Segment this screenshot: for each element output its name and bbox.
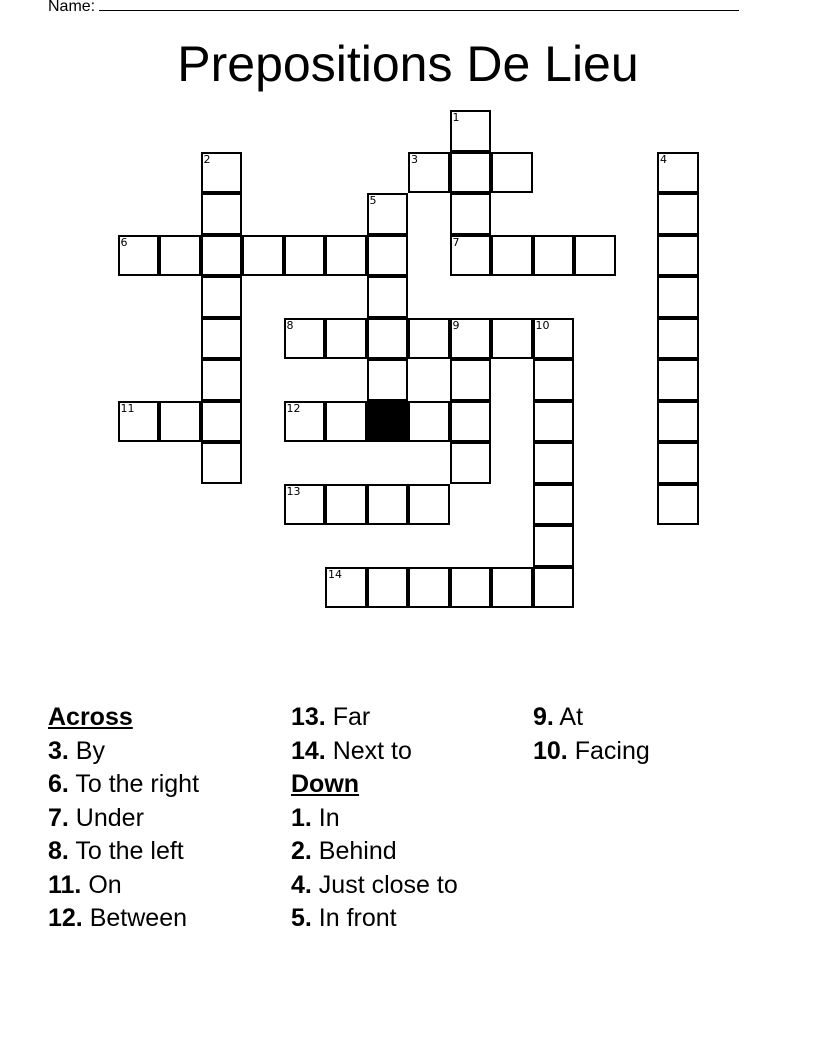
clue-item: [291, 735, 458, 769]
grid-cell[interactable]: [450, 567, 492, 609]
grid-cell[interactable]: [491, 318, 533, 360]
grid-cell[interactable]: [450, 401, 492, 443]
grid-cell[interactable]: [533, 484, 575, 526]
clue-item: [291, 802, 458, 836]
clue-item: [48, 835, 199, 869]
grid-cell[interactable]: [367, 484, 409, 526]
grid-cell[interactable]: [450, 193, 492, 235]
grid-cell[interactable]: [367, 318, 409, 360]
clue-number-11: 11: [120, 401, 135, 415]
grid-cell[interactable]: [450, 235, 492, 277]
grid-cell[interactable]: [657, 401, 699, 443]
grid-cell[interactable]: [657, 235, 699, 277]
clue-item: [48, 869, 199, 903]
clues-column-1: [48, 701, 199, 936]
clue-number-5: 5: [369, 194, 377, 207]
grid-cell[interactable]: [533, 401, 575, 443]
clue-item: [533, 735, 650, 769]
clue-number-8: 8: [286, 318, 294, 332]
clue-number: 9.: [533, 703, 554, 731]
clue-item: [48, 735, 199, 769]
grid-cell[interactable]: [201, 152, 243, 194]
grid-cell[interactable]: [367, 193, 409, 235]
clue-text: At: [553, 703, 584, 731]
clue-number-4: 4: [660, 152, 667, 166]
clue-number-10: 10: [535, 318, 550, 332]
grid-cell[interactable]: [533, 235, 575, 277]
clue-text: Between: [82, 904, 188, 932]
name-label: Name:: [48, 0, 96, 15]
clue-number: 2.: [291, 837, 312, 865]
grid-cell[interactable]: [533, 359, 575, 401]
grid-cell[interactable]: [450, 110, 492, 152]
clue-number: 12.: [48, 904, 83, 932]
clue-item: [291, 869, 458, 903]
page-title: Prepositions De Lieu: [177, 36, 639, 92]
clue-number: 8.: [48, 837, 69, 865]
grid-cell[interactable]: [367, 235, 409, 277]
clue-text: Just close to: [311, 870, 458, 899]
clue-number-14: 14: [328, 567, 342, 581]
grid-cell[interactable]: [284, 318, 326, 360]
clue-number-13: 13: [286, 484, 301, 498]
grid-cell[interactable]: [491, 235, 533, 277]
grid-cell[interactable]: [325, 401, 367, 443]
clue-text: Behind: [311, 837, 397, 865]
clue-number-6: 6: [120, 235, 128, 249]
grid-cell[interactable]: [325, 318, 367, 360]
grid-cell[interactable]: [408, 484, 450, 526]
clue-number: 6.: [48, 770, 69, 798]
clue-number-1: 1: [452, 111, 460, 124]
clue-item: [533, 701, 650, 735]
clue-number: 14.: [291, 736, 326, 765]
clue-text: To the right: [68, 770, 200, 798]
clue-item: [48, 768, 199, 802]
grid-cell[interactable]: [367, 567, 409, 609]
clues-column-3: [533, 701, 650, 768]
clue-number: 5.: [291, 904, 312, 932]
grid-cell[interactable]: [574, 235, 616, 277]
clue-number: 10.: [533, 736, 568, 765]
grid-cell[interactable]: [201, 193, 243, 235]
clue-text: On: [81, 870, 122, 899]
clue-number: 3.: [48, 736, 69, 765]
clue-number: 13.: [291, 703, 326, 731]
grid-cell[interactable]: [367, 359, 409, 401]
clue-number-7: 7: [452, 235, 460, 249]
grid-cell[interactable]: [657, 193, 699, 235]
grid-cell[interactable]: [450, 152, 492, 194]
grid-cell[interactable]: [242, 235, 284, 277]
clue-text: Far: [325, 703, 371, 731]
grid-cell[interactable]: [657, 484, 699, 526]
grid-cell[interactable]: [159, 235, 201, 277]
clue-number: 11.: [48, 870, 82, 899]
black-square: [367, 401, 409, 443]
grid-cell[interactable]: [159, 401, 201, 443]
clue-number-2: 2: [203, 152, 211, 166]
grid-cell[interactable]: [325, 567, 367, 609]
grid-cell[interactable]: [201, 235, 243, 277]
grid-cell[interactable]: [201, 442, 243, 484]
grid-cell[interactable]: [408, 152, 450, 194]
grid-cell[interactable]: [325, 484, 367, 526]
grid-cell[interactable]: [201, 359, 243, 401]
clue-number-12: 12: [286, 401, 301, 415]
clue-number: 4.: [291, 870, 312, 899]
clue-number: 7.: [48, 803, 69, 832]
clue-text: Next to: [325, 736, 412, 765]
grid-cell[interactable]: [367, 276, 409, 318]
down-heading: Down: [291, 770, 360, 798]
clue-text: In front: [311, 904, 397, 932]
grid-cell[interactable]: [450, 318, 492, 360]
grid-cell[interactable]: [118, 235, 160, 277]
grid-cell[interactable]: [491, 152, 533, 194]
clue-text: In: [311, 803, 340, 832]
grid-cell[interactable]: [657, 359, 699, 401]
clue-number-9: 9: [452, 318, 460, 332]
clue-text: Facing: [567, 736, 650, 765]
grid-cell[interactable]: [201, 276, 243, 318]
grid-cell[interactable]: [408, 567, 450, 609]
grid-cell[interactable]: [533, 442, 575, 484]
grid-cell[interactable]: [284, 235, 326, 277]
grid-cell[interactable]: [284, 484, 326, 526]
across-heading: Across: [48, 703, 133, 731]
grid-cell[interactable]: [325, 235, 367, 277]
clue-number: 1.: [291, 803, 312, 832]
grid-cell[interactable]: [657, 442, 699, 484]
clue-item: [291, 902, 458, 936]
clue-text: Under: [68, 803, 144, 832]
grid-cell[interactable]: [657, 318, 699, 360]
clue-text: By: [68, 736, 105, 765]
grid-cell[interactable]: [657, 276, 699, 318]
clues-column-2: [291, 701, 458, 936]
grid-cell[interactable]: [450, 359, 492, 401]
grid-cell[interactable]: [284, 401, 326, 443]
grid-cell[interactable]: [118, 401, 160, 443]
grid-cell[interactable]: [533, 567, 575, 609]
grid-cell[interactable]: [450, 442, 492, 484]
grid-cell[interactable]: [408, 318, 450, 360]
clue-item: [48, 902, 199, 936]
clue-item: [291, 835, 458, 869]
grid-cell[interactable]: [201, 318, 243, 360]
grid-cell[interactable]: [491, 567, 533, 609]
clue-item: [291, 701, 458, 735]
grid-cell[interactable]: [533, 318, 575, 360]
grid-cell[interactable]: [201, 401, 243, 443]
clue-text: To the left: [68, 837, 184, 865]
grid-cell[interactable]: [408, 401, 450, 443]
clue-number-3: 3: [411, 152, 418, 166]
grid-cell[interactable]: [533, 525, 575, 567]
clue-item: [48, 802, 199, 836]
grid-cell[interactable]: [657, 152, 699, 194]
